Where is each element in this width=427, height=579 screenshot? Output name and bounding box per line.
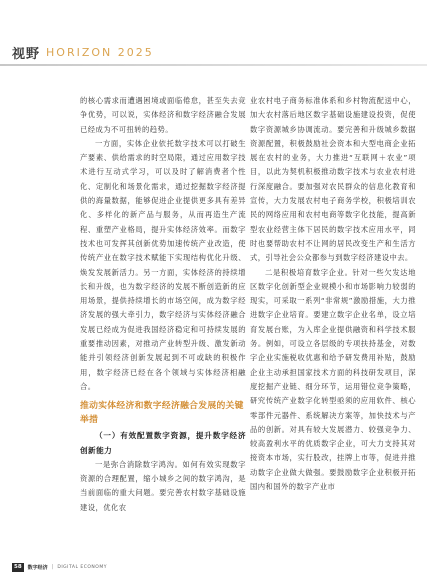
paragraph: 二是积极培育数字企业。针对一些欠发达地区数字化创新型企业规模小和市场影响力较弱的现实，可采取一系列“非常规”激励措施，大力推进数字企业培育。要建立数字企业名单，设立培育发展台账，为入库企业提供融资和科学技术服务。例如，可设立各层级的专项扶持基金，对数字企业实施税收优惠和给予研发费用补贴，鼓励企业主动承担国家技术方面的科技研发项目，深度挖掘产业链、细分环节，运用错位竞争策略，研究传统产业数字化转型亟须的应用软件、核心零部件元器件、系统解决方案等，加快技术与产品的创新。对具有较大发展潜力、较强竞争力、较高盈利水平的优质数字企业，可大力支持其对接资本市场，实行股改，挂牌上市等，促进并推动数字企业做大做强。要鼓励数字企业积极开拓国内和国外的数字产业市	[250, 267, 416, 492]
footer-separator: |	[51, 564, 54, 570]
paragraph: 一方面，实体企业依托数字技术可以打破生产要素、供给需求的时空局限，通过应用数字技术进行互动式学习，可以及时了解消费者个性化、定制化和场景化需求，通过挖掘数字经济提供的海量数据，能够促进企业提供更多具有差异化、多样化的新产品与服务，从而再造生产流程、重塑产业格局，提升实体经济效率。而数字技术也可发挥其创新优势加速传统产业改造，使传统产业在数字技术赋能下实现结构优化升级、焕发发展新活力。另一方面，实体经济的持续增长和升级，也为数字经济的发展不断创造新的应用场景，提供持续增长的市场空间，成为数字经济发展的强大牵引力，数字经济与实体经济融合发展已经成为促进我国经济稳定和可持续发展的重要推动因素，对推动产业转型升级、激发新动能并引领经济创新发展起到不可或缺的积极作用，数字经济已经在各个领域与实体经济相融合。	[80, 138, 246, 391]
magazine-name-en: DIGITAL ECONOMY	[57, 564, 107, 570]
header-divider	[0, 64, 427, 66]
magazine-name-zh: 数字经济	[27, 564, 48, 571]
section-title-zh: 视野	[12, 46, 41, 62]
page-footer	[12, 562, 107, 572]
page-number: 58	[14, 563, 22, 570]
section-title-en: HORIZON 2025	[46, 45, 154, 59]
paragraph: 一是弥合消除数字鸿沟。如何有效实现数字资源的合理配置，缩小城乡之间的数字鸿沟，是当前面临的重大问题。要完善农村数字基础设施建设，优化农	[80, 459, 246, 512]
paragraph: 的核心需求而遭遇困境或面临倦怠，甚至失去竞争优势，可以说，实体经济和数字经济融合发展已经成为不可扭转的趋势。	[80, 96, 246, 134]
section-header	[12, 44, 154, 60]
sub-heading: （一）有效配置数字资源，提升数字经济创新能力	[80, 431, 246, 455]
paragraph: 业农村电子商务标准体系和乡村物流配送中心，加大农村落后地区数字基础设施建设投资，促使数字资源城乡协调流动。要完善和升级城乡数据资源配置，积极鼓励社会资本和大型电商企业拓展在农村的业务，大力推进“互联网＋农业”项目，以此为契机积极推动数字技术与农业农村进行深度融合。要加强对农民群众的信息化教育和宣传，大力发展农村电子商务学校，积极培训农民的网络应用和农村电商等数字化技能，提高新型农业经营主体下居民的数字技术应用水平，同时也要帮助农村不让网的居民改变生产和生活方式，引导社会公众都参与到数字经济建设中去。	[250, 96, 416, 263]
text-column-left	[80, 94, 246, 554]
text-column-right	[250, 94, 416, 554]
section-heading: 推动实体经济和数字经济融合发展的关键举措	[80, 401, 244, 426]
